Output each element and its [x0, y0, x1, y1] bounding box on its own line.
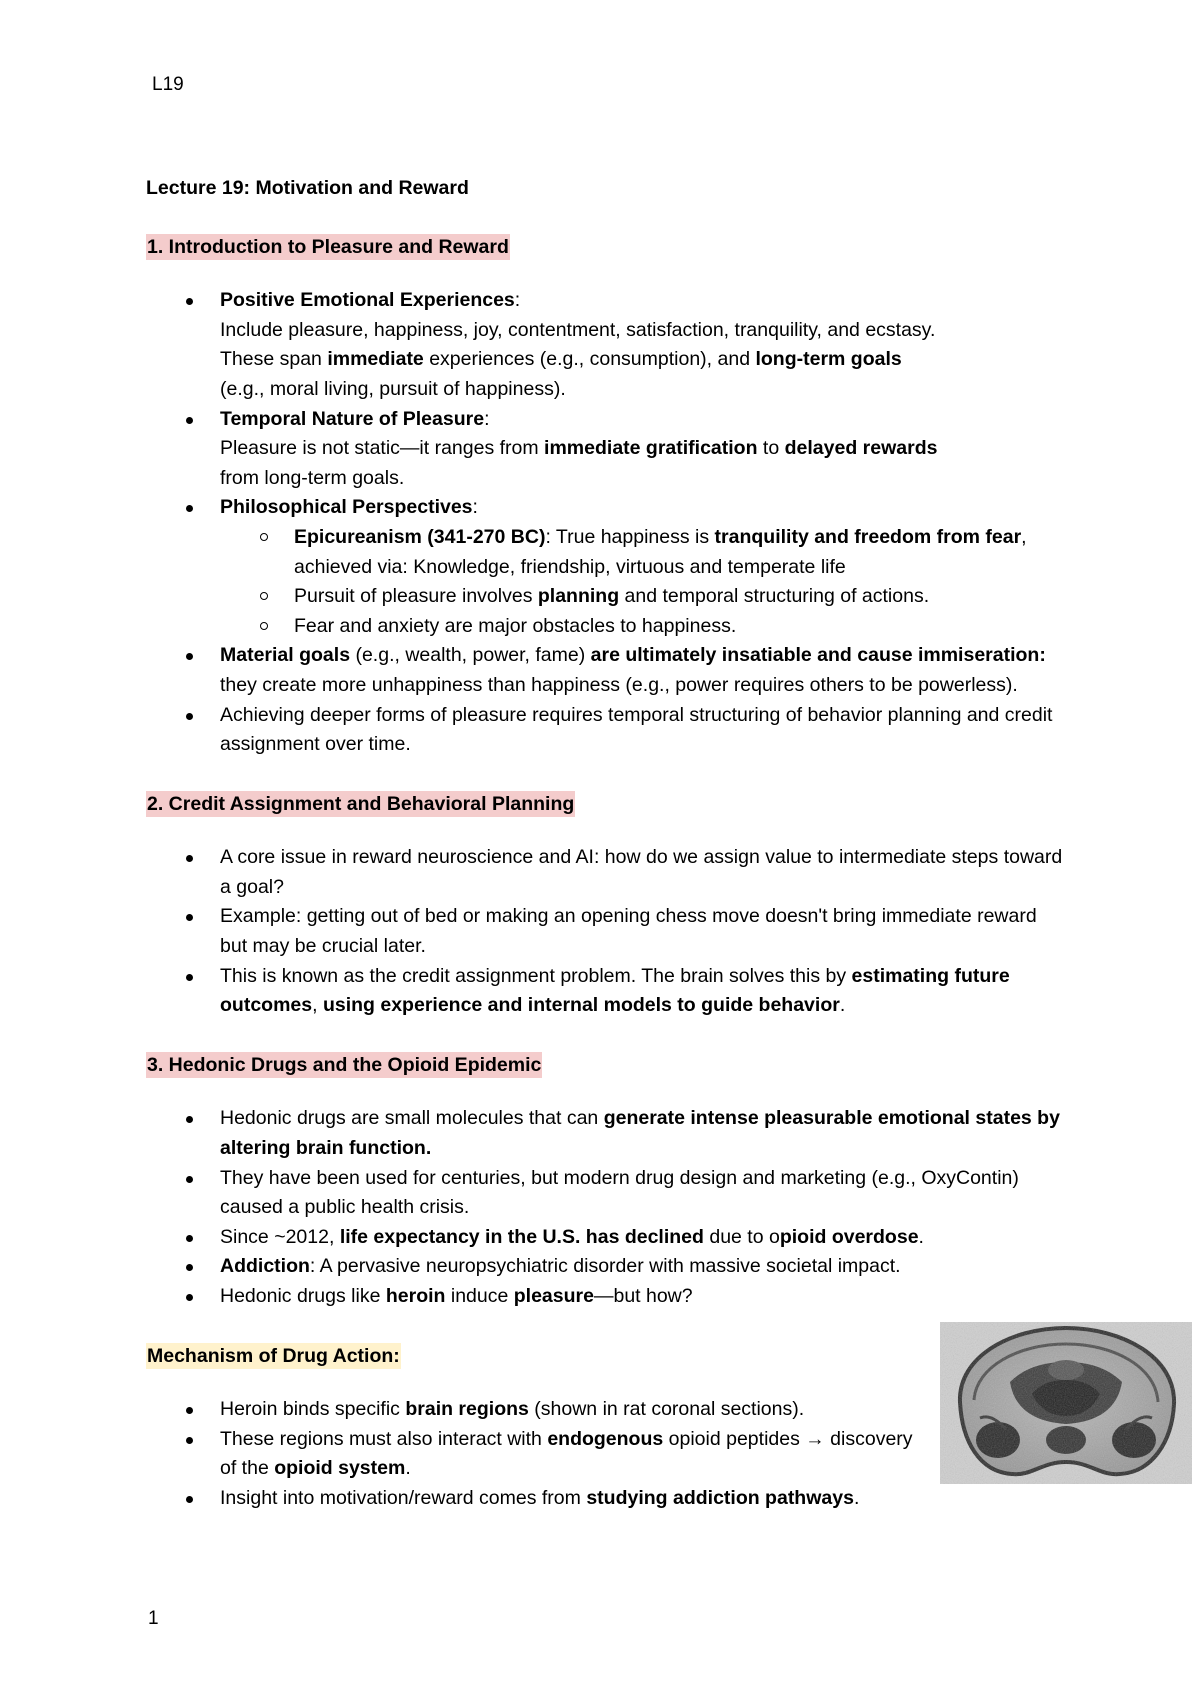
page-number: 1: [148, 1608, 159, 1629]
list-item: Insight into motivation/reward comes from studying addiction pathways.: [146, 1484, 1120, 1514]
list-item: A core issue in reward neuroscience and AI: how do we assign value to intermediate steps toward a goal?: [146, 843, 1066, 902]
list-item: These regions must also interact with endogenous opioid peptides → discovery of the opioid system.: [146, 1425, 926, 1484]
section-1-list: [146, 286, 1066, 760]
list-item: Temporal Nature of Pleasure: Pleasure is not static—it ranges from immediate gratification to delayed rewards from long-term goals.: [146, 405, 1066, 494]
list-item: They have been used for centuries, but modern drug design and marketing (e.g., OxyContin) caused a public health crisis.: [146, 1164, 1066, 1223]
mechanism-list: [146, 1395, 926, 1513]
document-title: Lecture 19: Motivation and Reward: [146, 177, 469, 199]
list-item: Since ~2012, life expectancy in the U.S. has declined due to opioid overdose.: [146, 1223, 1066, 1253]
list-item: Positive Emotional Experiences: Include pleasure, happiness, joy, contentment, satisfaction, tranquility, and ecstasy. These span immediate experiences (e.g., consumption), and long-term goals (e.g., moral living, pursuit of happiness).: [146, 286, 1066, 404]
page-header: L19: [152, 74, 184, 95]
list-item: Hedonic drugs like heroin induce pleasure—but how?: [146, 1282, 1066, 1312]
list-item: Example: getting out of bed or making an opening chess move doesn't bring immediate reward but may be crucial later.: [146, 902, 1066, 961]
list-item: Addiction: A pervasive neuropsychiatric disorder with massive societal impact.: [146, 1252, 1066, 1282]
sub-list-item: Pursuit of pleasure involves planning and temporal structuring of actions.: [220, 582, 1066, 612]
section-3-list: [146, 1104, 1066, 1311]
section-heading-2: 2. Credit Assignment and Behavioral Planning: [147, 792, 575, 815]
section-heading-3: 3. Hedonic Drugs and the Opioid Epidemic: [147, 1053, 542, 1076]
list-item: Heroin binds specific brain regions (shown in rat coronal sections).: [146, 1395, 926, 1425]
section-heading-mechanism: Mechanism of Drug Action:: [147, 1344, 400, 1367]
document-body: [146, 174, 1066, 1514]
list-item: Philosophical Perspectives: Epicureanism (341-270 BC): True happiness is tranquility and freedom from fear, achieved via: Knowledge, friendship, virtuous and temperate life Pursuit of pleasure involves planning and temporal structuring of actions. Fear and anxiety are major obstacles to happiness.: [146, 493, 1066, 641]
sub-list-item: Fear and anxiety are major obstacles to happiness.: [220, 612, 1066, 642]
section-heading-1: 1. Introduction to Pleasure and Reward: [147, 235, 509, 258]
section-2-list: [146, 843, 1066, 1021]
list-item: This is known as the credit assignment problem. The brain solves this by estimating future outcomes, using experience and internal models to guide behavior.: [146, 962, 1066, 1021]
list-item: Hedonic drugs are small molecules that can generate intense pleasurable emotional states by altering brain function.: [146, 1104, 1066, 1163]
list-item: Material goals (e.g., wealth, power, fame) are ultimately insatiable and cause immiseration: they create more unhappiness than happiness (e.g., power requires others to be powerless).: [146, 641, 1066, 700]
rat-brain-coronal-section-image: [940, 1322, 1192, 1484]
sub-list-item: Epicureanism (341-270 BC): True happiness is tranquility and freedom from fear, achieved via: Knowledge, friendship, virtuous and temperate life: [220, 523, 1066, 582]
list-item: Achieving deeper forms of pleasure requires temporal structuring of behavior planning and credit assignment over time.: [146, 701, 1066, 760]
sub-list: [220, 523, 1066, 641]
